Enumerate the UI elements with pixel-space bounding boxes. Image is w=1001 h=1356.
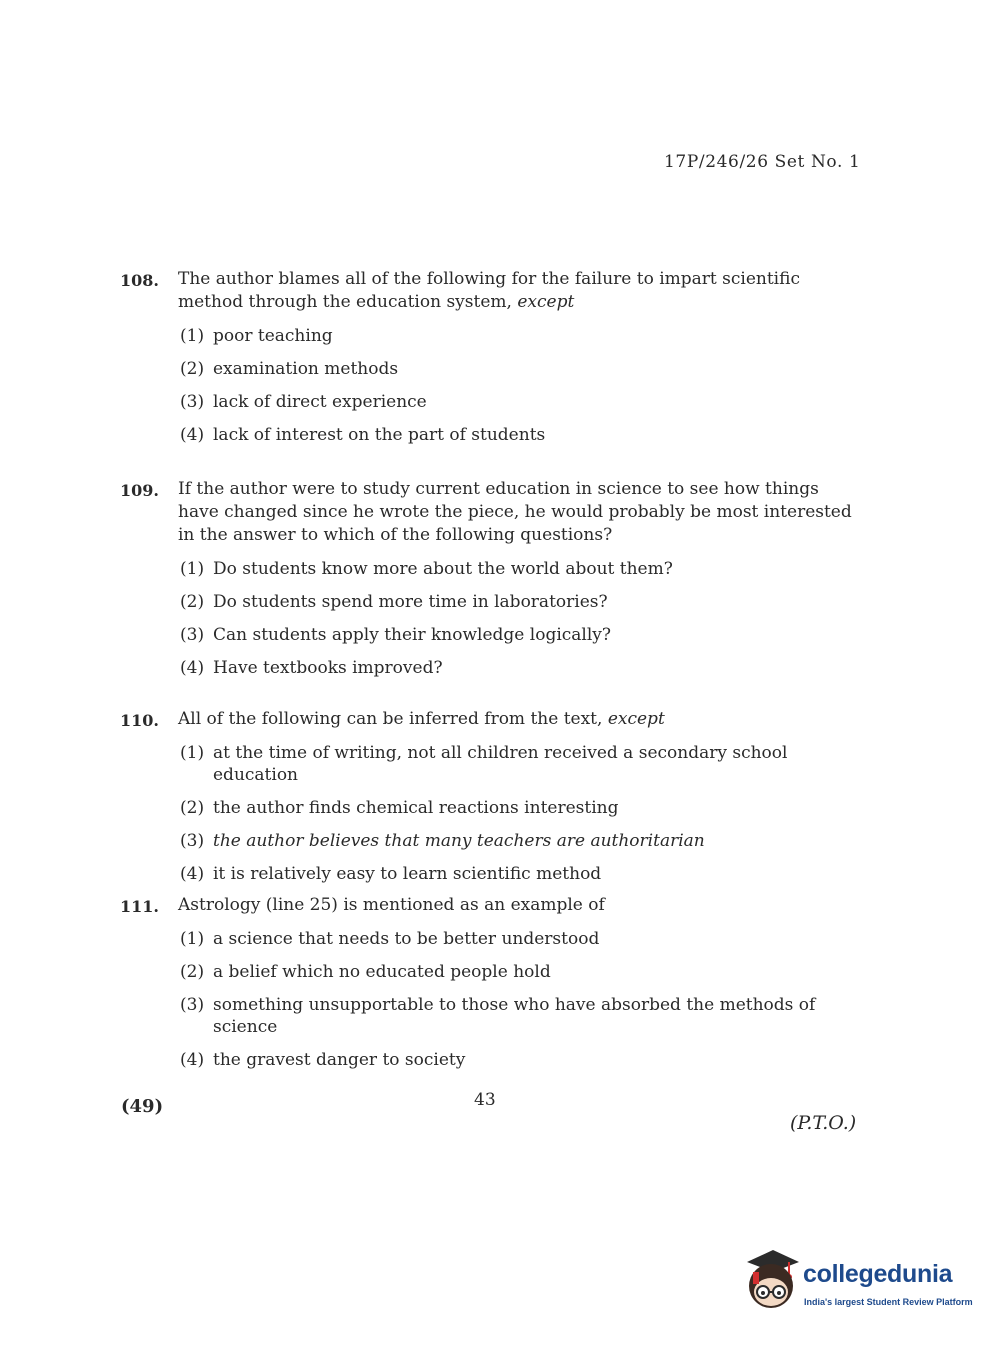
options-list — [180, 558, 860, 679]
pto-label: (P.T.O.) — [790, 1112, 857, 1134]
question-number: 110. — [120, 711, 159, 730]
paper-code: 17P/246/26 Set No. 1 — [664, 152, 861, 172]
question-number: 109. — [120, 481, 159, 500]
options-list — [180, 928, 860, 1071]
option: (1) poor teaching — [180, 326, 333, 346]
option: (2) examination methods — [180, 359, 399, 379]
question-text: All of the following can be inferred from the text, except — [178, 709, 665, 729]
option: (3) something unsupportable to those who have absorbed the methods of science — [180, 995, 816, 1037]
page-number: 43 — [474, 1090, 496, 1110]
option: (1) at the time of writing, not all children received a secondary school education — [180, 743, 788, 785]
question-109 — [120, 478, 860, 690]
question-emphasis: except — [607, 709, 665, 729]
option: (3) the author believes that many teachers are authoritarian — [180, 831, 705, 851]
option: (2) a belief which no educated people hold — [180, 962, 551, 982]
question-number: 108. — [120, 271, 159, 290]
option: (4) lack of interest on the part of students — [180, 425, 546, 445]
question-text: The author blames all of the following for the failure to impart scientific method through the education system, except — [178, 269, 800, 312]
mascot-icon — [743, 1248, 801, 1310]
question-110 — [120, 708, 860, 896]
question-108 — [120, 268, 860, 457]
question-111 — [120, 894, 860, 1082]
option: (2) Do students spend more time in laboratories? — [180, 592, 608, 612]
option: (3) Can students apply their knowledge logically? — [180, 625, 612, 645]
option: (2) the author finds chemical reactions interesting — [180, 798, 619, 818]
brand-name: collegedunia — [803, 1260, 953, 1288]
option: (1) Do students know more about the world about them? — [180, 559, 673, 579]
options-list — [180, 742, 860, 885]
option: (4) the gravest danger to society — [180, 1050, 466, 1070]
brand-tagline: India's largest Student Review Platform — [804, 1297, 973, 1307]
question-emphasis: except — [517, 292, 575, 312]
option: (4) Have textbooks improved? — [180, 658, 443, 678]
option: (1) a science that needs to be better understood — [180, 929, 600, 949]
option: (3) lack of direct experience — [180, 392, 427, 412]
options-list — [180, 325, 860, 446]
collegedunia-logo[interactable] — [743, 1248, 973, 1318]
booklet-code: (49) — [121, 1096, 164, 1117]
option: (4) it is relatively easy to learn scientific method — [180, 864, 602, 884]
question-text: If the author were to study current education in science to see how things have changed since he wrote the piece, he would probably be most interested in the answer to which of the following questions? — [178, 479, 852, 545]
question-number: 111. — [120, 897, 159, 916]
question-text: Astrology (line 25) is mentioned as an example of — [178, 895, 605, 915]
